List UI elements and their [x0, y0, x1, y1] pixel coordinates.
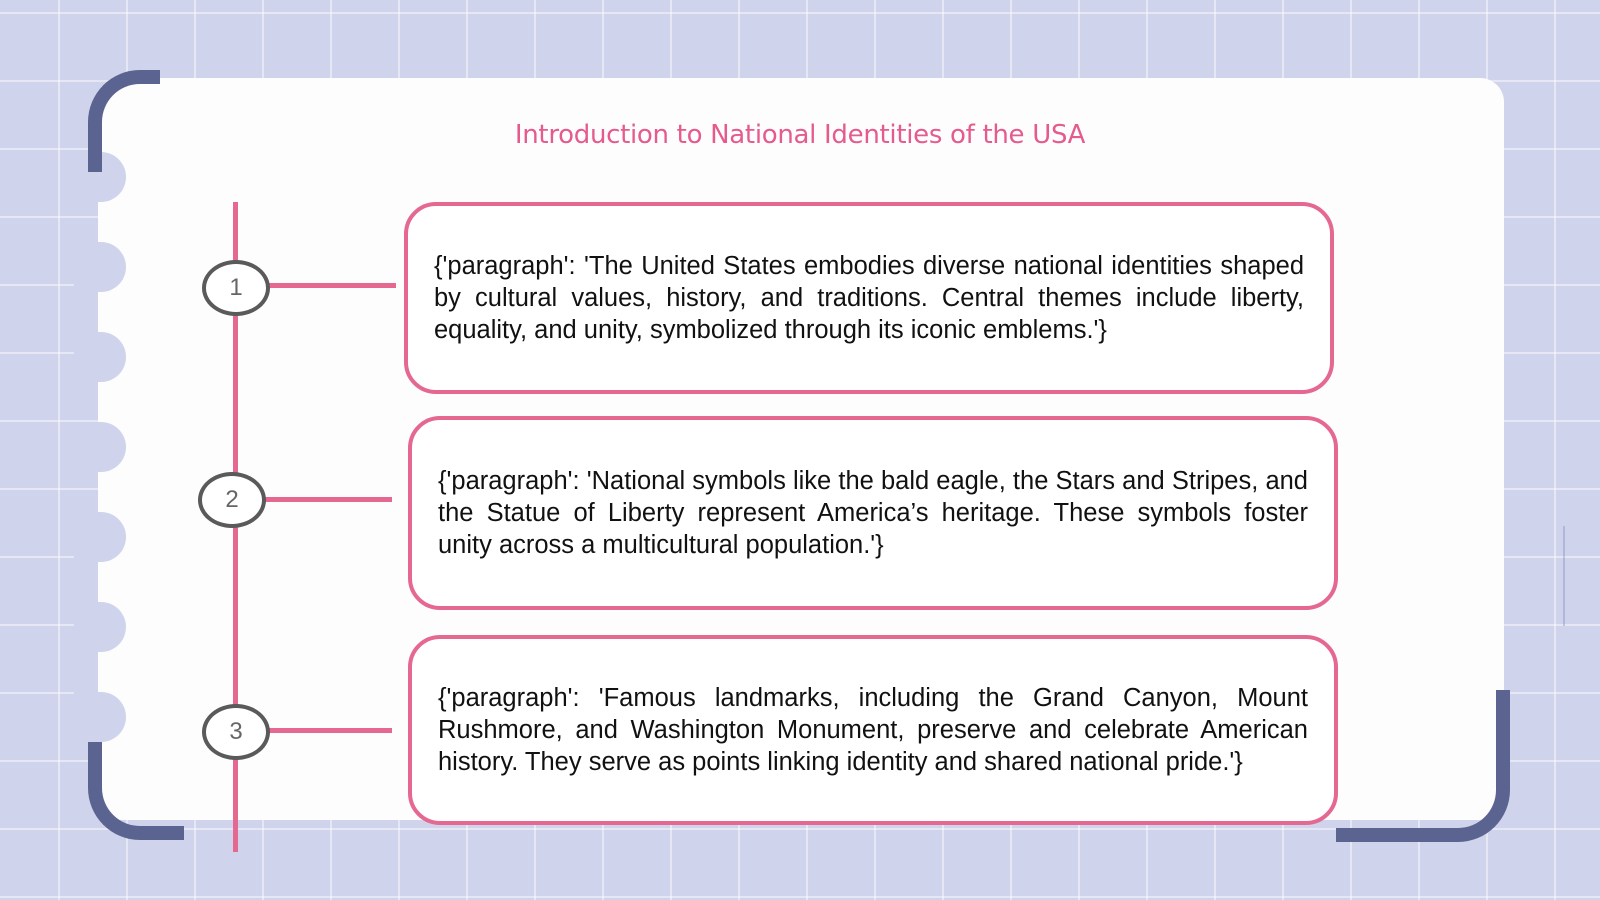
slide-title: Introduction to National Identities of the USA: [514, 120, 1086, 150]
content-paragraph-2: {'paragraph': 'National symbols like the bald eagle, the Stars and Stripes, and the Statue of Liberty represent America’s heritage. These symbols foster unity across a multicultural population.'}: [438, 467, 1308, 559]
step-number-3: 3: [202, 704, 270, 760]
binder-notch: [74, 242, 126, 292]
edge-mark: [1563, 526, 1565, 626]
timeline-connector-2: [262, 497, 392, 502]
step-number-1: 1: [202, 260, 270, 316]
content-box-3: [408, 635, 1338, 825]
binder-notch: [74, 512, 126, 562]
frame-corner-top-left: [88, 70, 160, 172]
content-box-2: [408, 416, 1338, 610]
content-paragraph-3: {'paragraph': 'Famous landmarks, including the Grand Canyon, Mount Rushmore, and Washington Monument, preserve and celebrate American history. They serve as points linking identity and shared national pride.'}: [438, 684, 1308, 776]
binder-notch: [74, 692, 126, 742]
content-paragraph-1: {'paragraph': 'The United States embodies diverse national identities shaped by cultural values, history, and traditions. Central themes include liberty, equality, and unity, symbolized through its iconic emblems.'}: [434, 252, 1304, 344]
timeline-connector-1: [266, 283, 396, 288]
binder-notch: [74, 332, 126, 382]
frame-corner-bottom-left: [88, 742, 184, 840]
timeline-connector-3: [266, 728, 392, 733]
binder-notch: [74, 422, 126, 472]
binder-notch: [74, 602, 126, 652]
frame-corner-bottom-right: [1336, 690, 1510, 842]
step-number-2: 2: [198, 472, 266, 528]
content-box-1: [404, 202, 1334, 394]
